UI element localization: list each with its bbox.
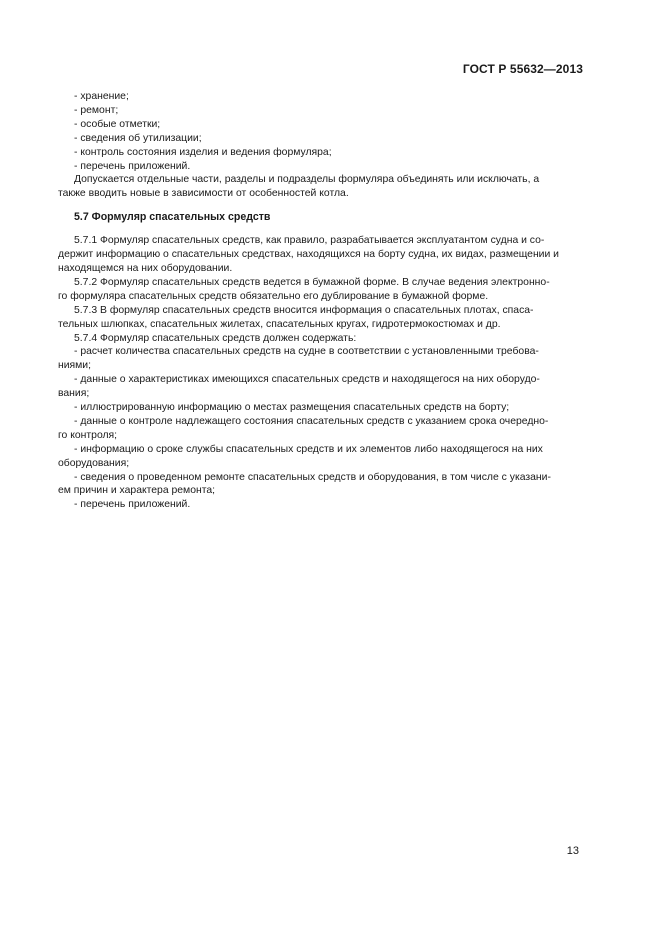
paragraph-line: держит информацию о спасательных средствах, находящихся на борту судна, их видах, размещении и xyxy=(58,249,559,261)
top-list xyxy=(58,90,584,173)
list-item-continuation: ниями; xyxy=(58,360,92,372)
list-item-continuation: оборудования; xyxy=(58,457,130,469)
list-item: - данные о контроле надлежащего состояния спасательных средств с указанием срока очередно- xyxy=(74,415,549,427)
list-item: - хранение; xyxy=(74,91,129,102)
list-item: - информацию о сроке службы спасательных средств и их элементов либо находящегося на них xyxy=(74,443,543,455)
paragraph-line: Допускается отдельные части, разделы и подразделы формуляра объединять или исключать, а xyxy=(74,174,540,186)
paragraph-allowed xyxy=(58,173,584,201)
standard-code-header: ГОСТ Р 55632—2013 xyxy=(462,62,583,76)
list-item-continuation: ем причин и характера ремонта; xyxy=(58,485,216,497)
list-item: - особые отметки; xyxy=(74,118,161,130)
list-item: - расчет количества спасательных средств на судне в соответствии с установленными требова- xyxy=(74,346,539,358)
paragraph-line: 5.7.2 Формуляр спасательных средств ведется в бумажной форме. В случае ведения электронно- xyxy=(74,276,550,288)
list-item: - данные о характеристиках имеющихся спасательных средств и находящегося на них оборудо- xyxy=(74,374,540,386)
list-item: - иллюстрированную информацию о местах размещения спасательных средств на борту; xyxy=(74,402,510,414)
paragraph-line: находящемся на них оборудовании. xyxy=(58,262,233,274)
list-item: - перечень приложений. xyxy=(74,499,191,511)
paragraph-line: 5.7.3 В формуляр спасательных средств вносится информация о спасательных плотах, спаса- xyxy=(74,304,534,316)
paragraph-line: 5.7.4 Формуляр спасательных средств должен содержать: xyxy=(74,332,357,344)
paragraph-line: 5.7.1 Формуляр спасательных средств, как правило, разрабатывается эксплуатантом судна и со- xyxy=(74,235,545,247)
list-item-continuation: вания; xyxy=(58,388,90,400)
list-item: - сведения об утилизации; xyxy=(74,132,202,144)
paragraph-line: также вводить новые в зависимости от особенностей котла. xyxy=(58,188,349,200)
page-number: 13 xyxy=(566,845,579,857)
document-body xyxy=(58,90,584,512)
paragraph-5-7-1 xyxy=(58,234,584,276)
paragraph-line: го формуляра спасательных средств обязательно его дублирование в бумажной форме. xyxy=(58,290,489,302)
list-item: - контроль состояния изделия и ведения формуляра; xyxy=(74,146,332,158)
list-item: - перечень приложений. xyxy=(74,160,191,172)
paragraph-5-7-2 xyxy=(58,276,584,304)
section-heading: 5.7 Формуляр спасательных средств xyxy=(74,211,271,224)
list-item: - ремонт; xyxy=(74,104,119,116)
list-item: - сведения о проведенном ремонте спасательных средств и оборудования, в том числе с указани- xyxy=(74,471,551,483)
paragraph-line: тельных шлюпках, спасательных жилетах, спасательных кругах, гидротермокостюмах и др. xyxy=(58,318,501,330)
paragraph-5-7-4 xyxy=(58,332,584,513)
list-item-continuation: го контроля; xyxy=(58,429,118,441)
paragraph-5-7-3 xyxy=(58,304,584,332)
